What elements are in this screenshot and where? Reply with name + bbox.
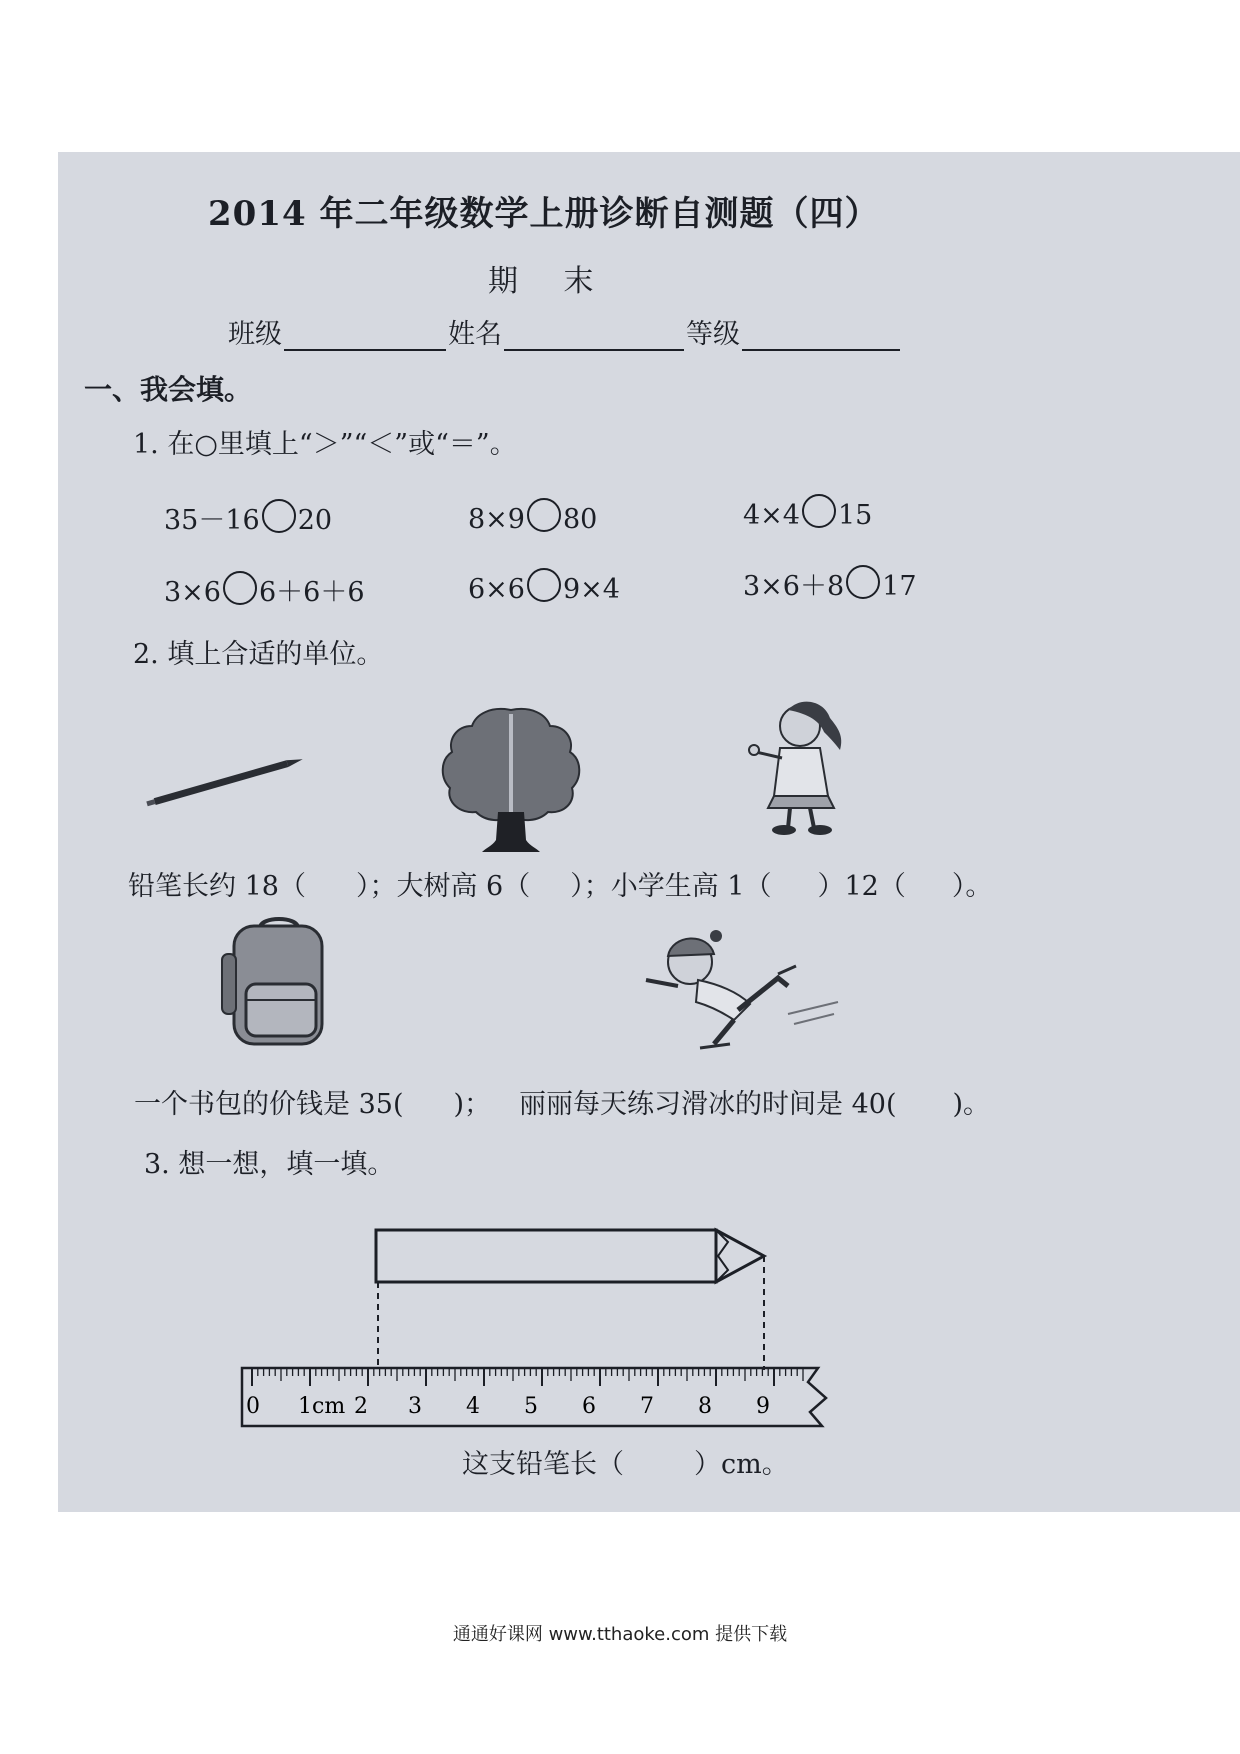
ruler-label: 7: [640, 1394, 654, 1419]
ruler-labels: [246, 1394, 770, 1419]
backpack-icon: [220, 914, 340, 1054]
compare-item-1: 35－16 20: [164, 498, 332, 537]
page-subtitle: 期 末: [488, 264, 612, 299]
grade-label: 等级: [686, 319, 740, 350]
compare-circle[interactable]: [846, 565, 880, 599]
ruler-label: 9: [756, 1394, 770, 1419]
ruler-label: 6: [582, 1394, 596, 1419]
compare-circle[interactable]: [527, 568, 561, 602]
pencil-ruler-figure: [218, 1212, 918, 1432]
class-label: 班级: [228, 319, 282, 350]
compare-circle[interactable]: [802, 494, 836, 528]
compare-circle[interactable]: [262, 499, 296, 533]
ruler-label: 0: [246, 1394, 260, 1419]
compare-circle[interactable]: [527, 498, 561, 532]
ruler-label: 8: [698, 1394, 712, 1419]
question-3-prompt: 3. 想一想，填一填。: [144, 1149, 395, 1180]
scanned-page: [58, 152, 1240, 1512]
question-1-prompt: 1. 在○里填上“＞”“＜”或“＝”。: [133, 429, 517, 460]
compare-item-3: 4×4 15: [743, 494, 872, 531]
pencil-body: [376, 1230, 716, 1282]
units-line-2: 一个书包的价钱是 35( )； 丽丽每天练习滑冰的时间是 40( )。: [134, 1089, 991, 1120]
section-heading: 一、我会填。: [84, 373, 253, 406]
ruler-label: 2: [354, 1394, 368, 1419]
girl-icon: [748, 692, 878, 842]
page-title: 2014 年二年级数学上册诊断自测题（四）: [208, 194, 880, 234]
compare-item-2: 8×9 80: [468, 498, 597, 535]
footer-credit: 通通好课网 www.tthaoke.com 提供下载: [452, 1624, 788, 1645]
grade-blank[interactable]: [742, 349, 900, 351]
class-blank[interactable]: [284, 349, 446, 351]
ruler-label: 3: [408, 1394, 422, 1419]
units-line-1: 铅笔长约 18（ ）；大树高 6（ ）；小学生高 1（ ）12（ ）。: [128, 871, 993, 902]
question-2-prompt: 2. 填上合适的单位。: [133, 639, 384, 670]
info-fields: [228, 312, 902, 351]
compare-item-4: 3×6 6＋6＋6: [164, 570, 365, 609]
ruler-label: 4: [466, 1394, 480, 1419]
ruler-label: 1cm: [298, 1394, 346, 1419]
compare-circle[interactable]: [223, 571, 257, 605]
ruler-label: 5: [524, 1394, 538, 1419]
pencil-length-answer: 这支铅笔长（ ）cm。: [462, 1449, 789, 1480]
name-blank[interactable]: [504, 349, 684, 351]
skater-icon: [638, 928, 848, 1058]
compare-item-6: 3×6＋8 17: [743, 564, 917, 603]
pencil-icon: [140, 752, 310, 812]
compare-item-5: 6×6 9×4: [468, 568, 620, 605]
tree-icon: [436, 700, 586, 860]
name-label: 姓名: [448, 319, 502, 350]
ruler-ticks: [252, 1368, 803, 1386]
